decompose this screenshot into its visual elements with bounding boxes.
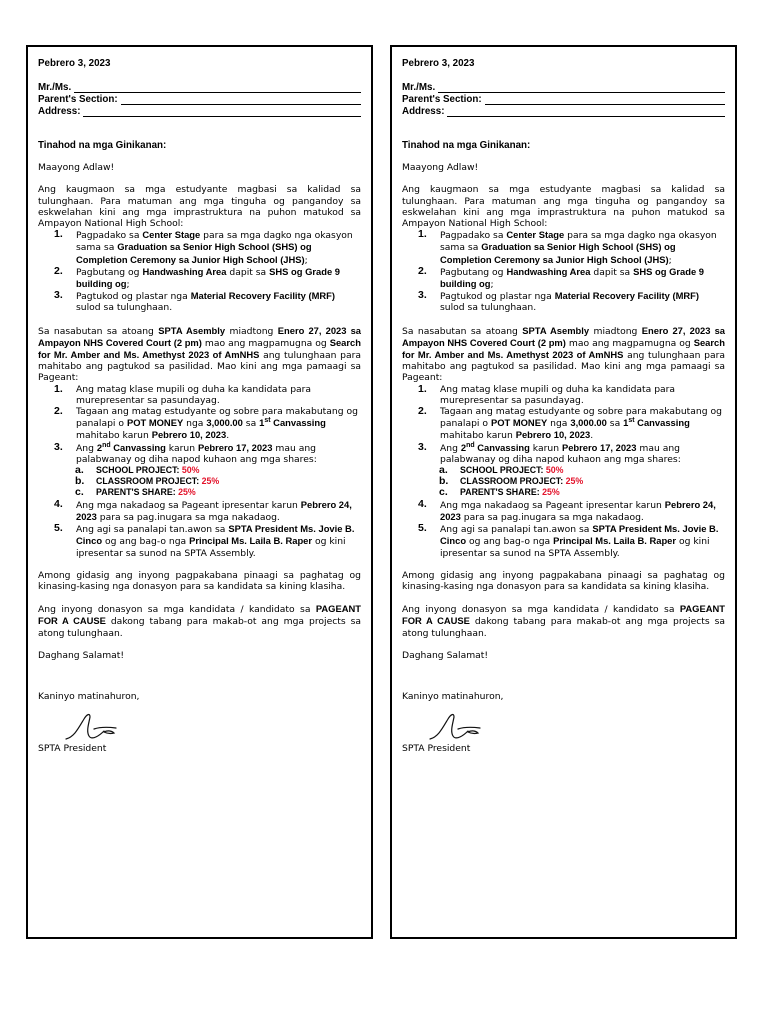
shares-list [440,465,725,499]
list-item: 2. Tagaan ang matag estudyante og sobre para makabutang og panalapi o POT MONEY nga 3,000.00 sa 1st Canvassing mahitabo karun Pebrero 10, 2023. [54,405,358,442]
projects-list [402,229,725,313]
share-percent: 25% [178,487,196,498]
letter-date: Pebrero 3, 2023 [38,58,111,69]
projects-list [38,229,361,313]
list-number: 1. [54,228,63,241]
section-field-label: Parent's Section: [38,93,118,105]
share-percent: 50% [545,465,564,476]
name-blank-line [438,83,725,93]
share-percent: 25% [542,487,560,498]
signer-title: SPTA President [38,743,107,755]
salutation: Tinahod na mga Ginikanan: [38,140,167,151]
name-field [38,81,361,93]
list-number: 5. [54,522,63,535]
assembly-paragraph: Sa nasabutan sa atoang SPTA Asembly miadtong Enero 27, 2023 sa Ampayon NHS Covered Court (2 pm) mao ang magpamugna og Search for Mr. Amber and Ms. Amethyst 2023 of AmNHS ang tulunghaan para mahitabo ang pagtukod sa pasilidad. Mao kini ang mga pamaagi sa Pageant: [402,324,726,384]
list-number: 2. [418,264,427,277]
list-item: 1. Ang matag klase mupili og duha ka kandidata para murepresentar sa pasundayag. [54,382,312,406]
letter-left [26,45,373,939]
assembly-paragraph: Sa nasabutan sa atoang SPTA Asembly miadtong Enero 27, 2023 sa Ampayon NHS Covered Court (2 pm) mao ang magpamugna og Search for Mr. Amber and Ms. Amethyst 2023 of AmNHS ang tulunghaan para mahitabo ang pagtukod sa pasilidad. Mao kini ang mga pamaagi sa Pageant: [38,324,362,384]
signature-image [428,711,492,743]
list-number: 3. [418,440,427,453]
greeting: Maayong Adlaw! [402,162,479,174]
list-number: 4. [54,497,63,510]
list-number: 2. [54,264,63,277]
address-blank-line [447,107,725,117]
list-item: 1. Pagpadako sa Center Stage para sa mga dagko nga okasyon sama sa Graduation sa Senior High School (SHS) og Completion Ceremony sa Junior High School (JHS); [418,228,717,266]
signer-title: SPTA President [402,743,471,755]
list-item: 3. Pagtukod og plastar nga Material Recovery Facility (MRF) sulod sa tulunghaan. [418,289,700,314]
list-item: 2. Pagbutang og Handwashing Area dapit sa SHS og Grade 9 building og; [54,264,340,291]
section-field [402,93,725,105]
list-item: 4. Ang mga nakadaog sa Pageant ipresentar karun Pebrero 24, 2023 para sa pag.inugara sa mga nakadaog. [54,497,352,523]
pageant-steps-list [38,384,361,559]
list-item: 3. Ang 2nd Canvassing karun Pebrero 17, 2023 mau ang palabwanay og diha napod kuhaon ang mga shares: a. SCHOOL PROJECT: 50% b. CLASSROOM PROJECT: 25% c. PARENT'S SHARE: 25% [440,442,725,499]
list-number: 1. [418,382,427,395]
address-field-label: Address: [402,105,445,117]
address-field [38,105,361,117]
list-number: 2. [418,405,427,418]
share-percent: 50% [181,465,200,476]
list-item: 3. Ang 2nd Canvassing karun Pebrero 17, 2023 mau ang palabwanay og diha napod kuhaon ang mga shares: a. SCHOOL PROJECT: 50% b. CLASSROOM PROJECT: 25% c. PARENT'S SHARE: 25% [76,442,361,499]
list-item: 4. Ang mga nakadaog sa Pageant ipresentar karun Pebrero 24, 2023 para sa pag.inugara sa mga nakadaog. [418,497,716,523]
salutation: Tinahod na mga Ginikanan: [402,140,531,151]
thanks-line: Daghang Salamat! [38,649,125,661]
closing-line: Kaninyo matinahuron, [402,690,504,702]
list-number: 2. [54,405,63,418]
name-field-label: Mr./Ms. [402,81,436,93]
section-blank-line [121,95,361,105]
list-item: 5. Ang agi sa panalapi tan.awon sa SPTA President Ms. Jovie B. Cinco og ang bag-o nga Principal Ms. Laila B. Raper og kini ipresentar sa sunod na SPTA Assembly. [418,522,719,559]
address-field-label: Address: [38,105,81,117]
greeting: Maayong Adlaw! [38,162,115,174]
list-number: 4. [418,497,427,510]
address-blank-line [83,107,361,117]
list-item: 2. Tagaan ang matag estudyante og sobre para makabutang og panalapi o POT MONEY nga 3,000.00 sa 1st Canvassing mahitabo karun Pebrero 10, 2023. [418,405,722,442]
address-field [402,105,725,117]
letter-date: Pebrero 3, 2023 [402,58,475,69]
list-number: 3. [54,289,63,302]
list-item: 3. Pagtukod og plastar nga Material Recovery Facility (MRF) sulod sa tulunghaan. [54,289,336,314]
list-number: 3. [418,289,427,302]
list-item: 1. Ang matag klase mupili og duha ka kandidata para murepresentar sa pasundayag. [418,382,676,406]
list-item: 2. Pagbutang og Handwashing Area dapit sa SHS og Grade 9 building og; [418,264,704,291]
share-percent: 25% [565,476,584,487]
name-field-label: Mr./Ms. [38,81,72,93]
donation-paragraph: Among gidasig ang inyong pagpakabana pinaagi sa paghatag og kinasing-kasing nga donasyon para sa kandidata sa kining klasiha. [402,569,725,592]
section-field [38,93,361,105]
intro-paragraph: Ang kaugmaon sa mga estudyante magbasi sa kalidad sa tulunghaan. Para matuman ang mga tinguha og pangandoy sa eskwelahan kini ang mga imprastruktura na puhon matukod sa Ampayon National High School: [38,184,361,230]
list-number: 3. [54,440,63,453]
share-item: a. SCHOOL PROJECT: 50% [75,464,200,477]
section-field-label: Parent's Section: [402,93,482,105]
cause-paragraph: Ang inyong donasyon sa mga kandidata / kandidato sa PAGEANT FOR A CAUSE dakong tabang para makab-ot ang mga projects sa atong tulunghaan. [38,603,362,639]
signature-image [64,711,128,743]
cause-paragraph: Ang inyong donasyon sa mga kandidata / kandidato sa PAGEANT FOR A CAUSE dakong tabang para makab-ot ang mga projects sa atong tulunghaan. [402,603,726,639]
list-item: 5. Ang agi sa panalapi tan.awon sa SPTA President Ms. Jovie B. Cinco og ang bag-o nga Principal Ms. Laila B. Raper og kini ipresentar sa sunod na SPTA Assembly. [54,522,355,559]
thanks-line: Daghang Salamat! [402,649,489,661]
list-number: 5. [418,522,427,535]
list-number: 1. [54,382,63,395]
share-item: c. PARENT'S SHARE: 25% [439,486,560,499]
letter-right [390,45,737,939]
section-blank-line [485,95,725,105]
donation-paragraph: Among gidasig ang inyong pagpakabana pinaagi sa paghatag og kinasing-kasing nga donasyon para sa kandidata sa kining klasiha. [38,569,361,592]
shares-list [76,465,361,499]
name-blank-line [74,83,361,93]
share-item: b. CLASSROOM PROJECT: 25% [75,475,220,488]
closing-line: Kaninyo matinahuron, [38,690,140,702]
list-number: 1. [418,228,427,241]
share-item: c. PARENT'S SHARE: 25% [75,486,196,499]
share-item: a. SCHOOL PROJECT: 50% [439,464,564,477]
pageant-steps-list [402,384,725,559]
share-item: b. CLASSROOM PROJECT: 25% [439,475,584,488]
list-item: 1. Pagpadako sa Center Stage para sa mga dagko nga okasyon sama sa Graduation sa Senior High School (SHS) og Completion Ceremony sa Junior High School (JHS); [54,228,353,266]
name-field [402,81,725,93]
share-percent: 25% [201,476,220,487]
intro-paragraph: Ang kaugmaon sa mga estudyante magbasi sa kalidad sa tulunghaan. Para matuman ang mga tinguha og pangandoy sa eskwelahan kini ang mga imprastruktura na puhon matukod sa Ampayon National High School: [402,184,725,230]
